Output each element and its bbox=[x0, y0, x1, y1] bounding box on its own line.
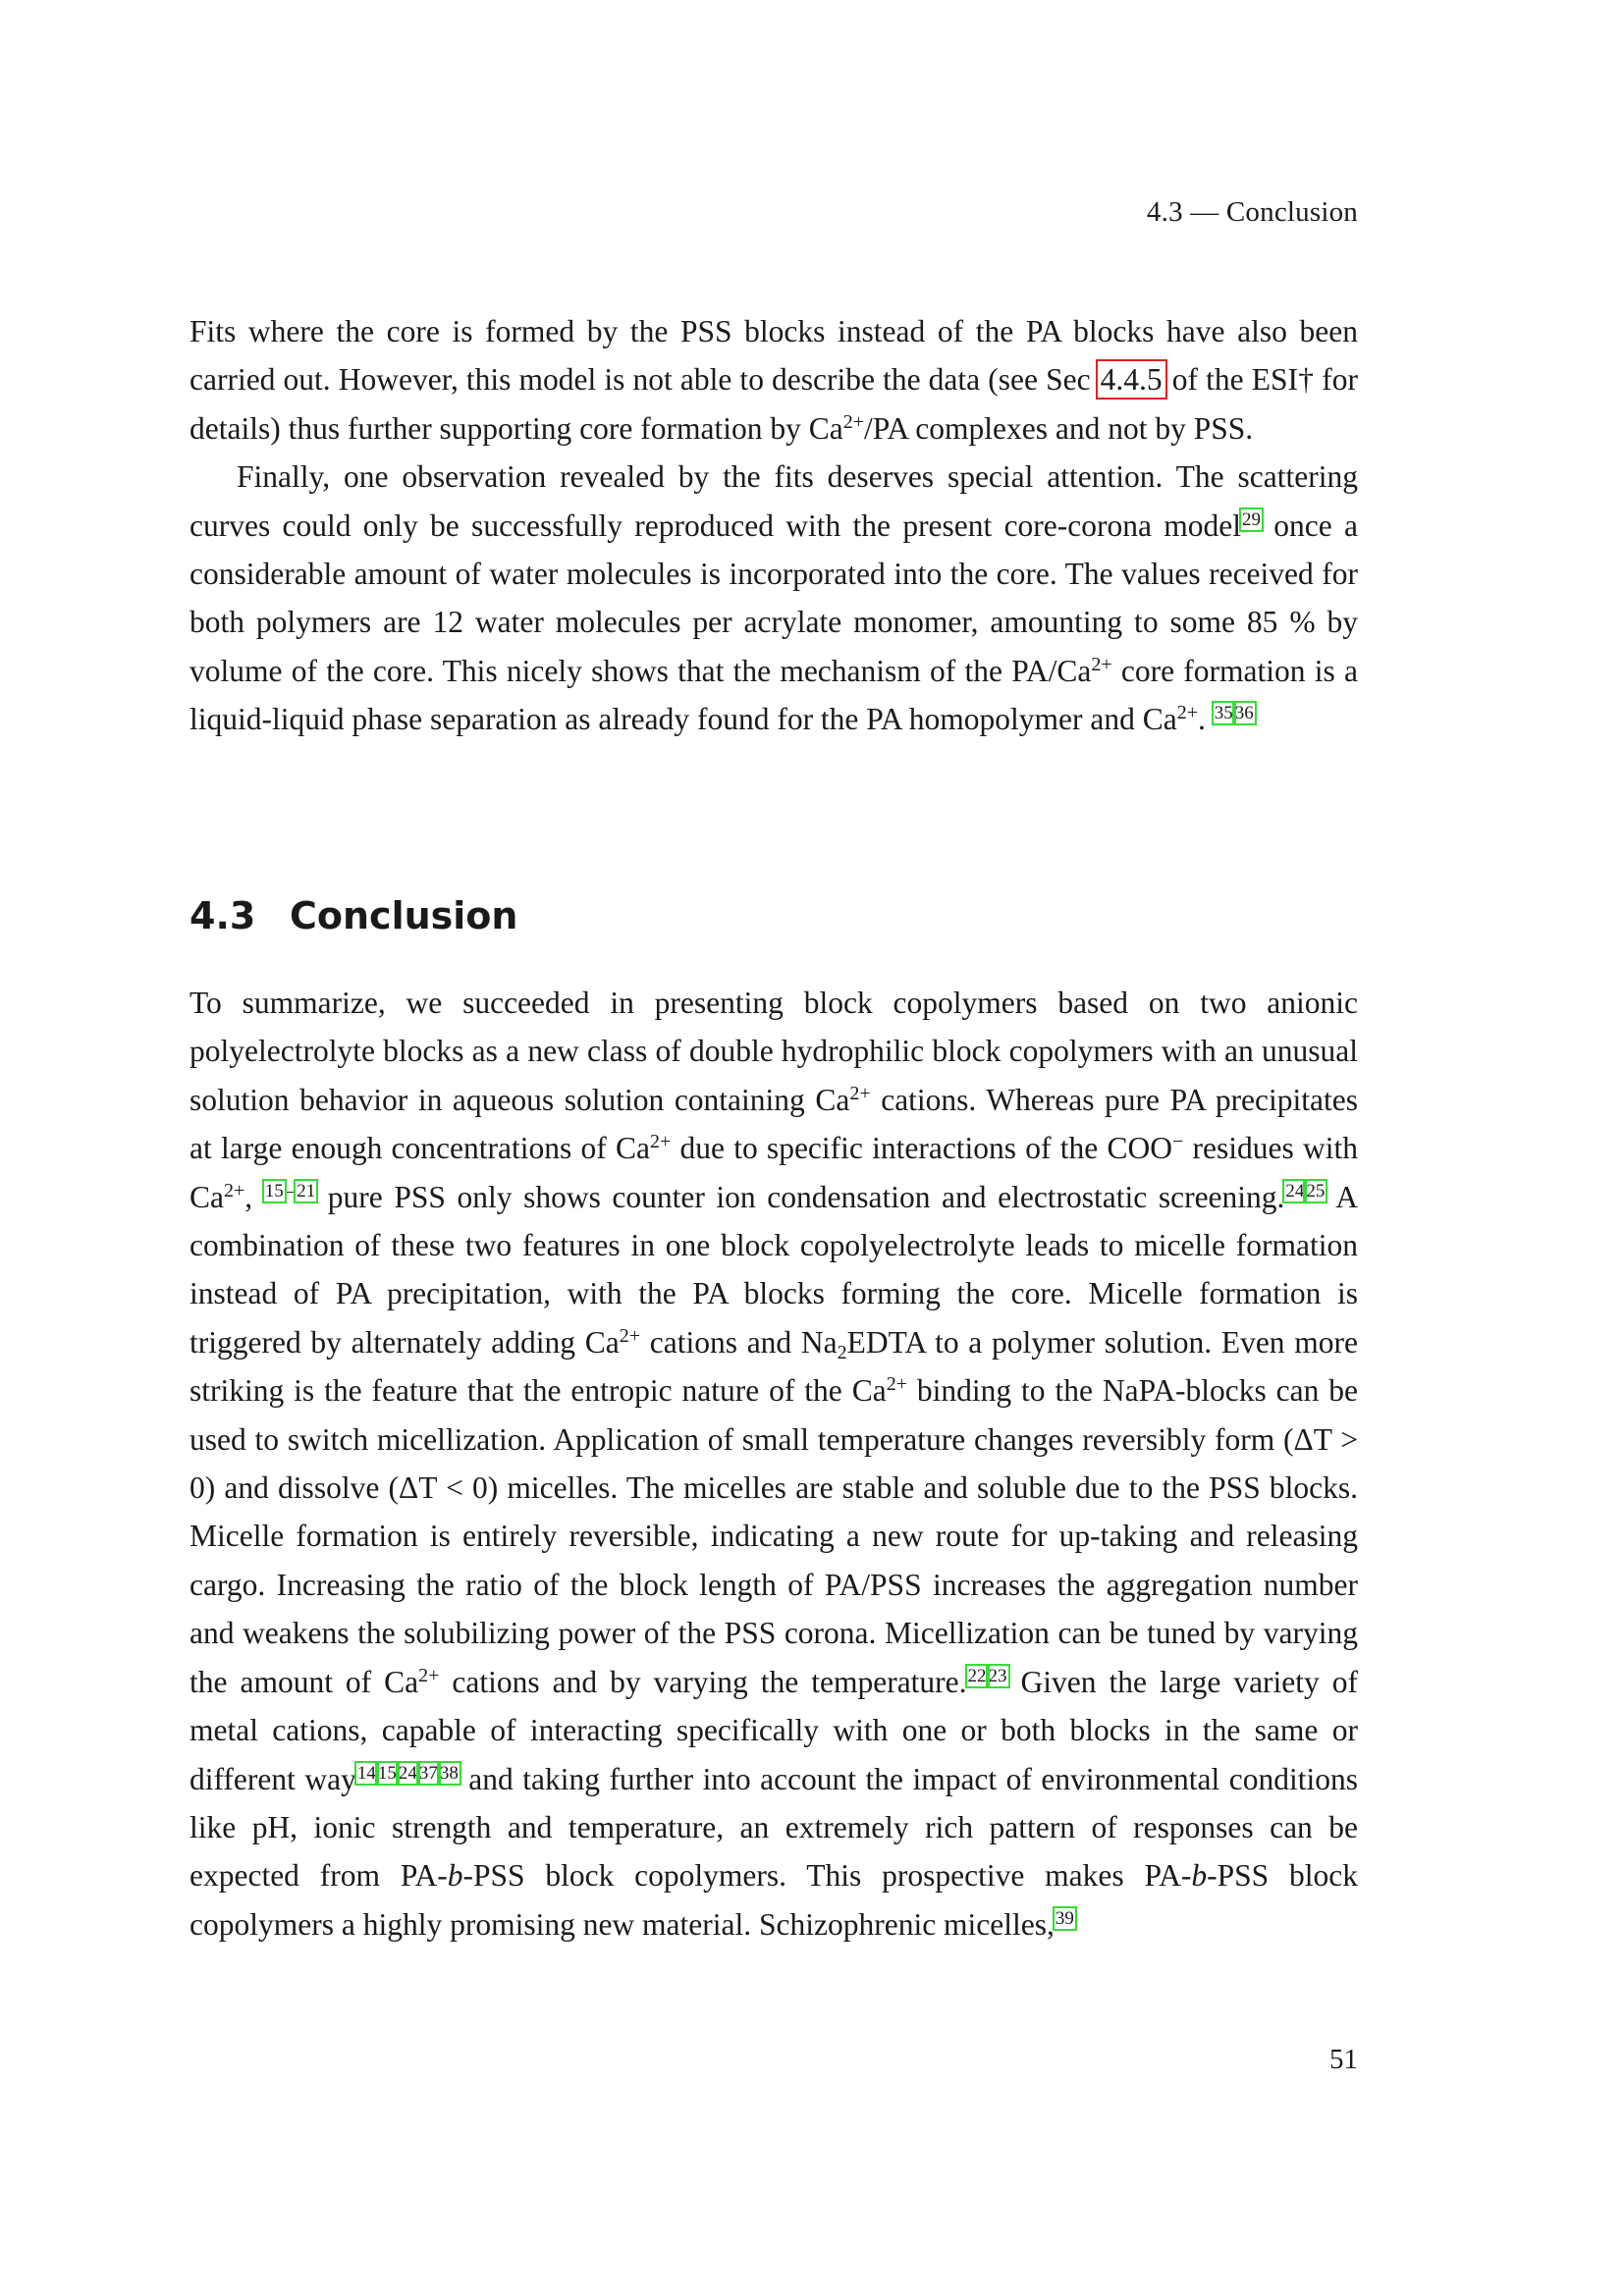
citation-link[interactable]: 15 bbox=[264, 1180, 284, 1201]
section-reference-link[interactable]: 4.4.5 bbox=[1100, 362, 1163, 398]
page-number: 51 bbox=[1329, 2044, 1358, 2075]
citation-link[interactable]: 29 bbox=[1241, 508, 1261, 530]
citation-separator: – bbox=[285, 1180, 296, 1201]
citation-link[interactable]: 37 bbox=[418, 1762, 438, 1784]
citation-link[interactable]: 24 bbox=[398, 1762, 417, 1784]
citation-link[interactable]: 36 bbox=[1234, 703, 1254, 724]
citation-link[interactable]: 25 bbox=[1306, 1180, 1326, 1201]
citation-link[interactable]: 15 bbox=[377, 1762, 397, 1784]
citation-link[interactable]: 22 bbox=[967, 1665, 987, 1686]
running-head: 4.3 — Conclusion bbox=[1146, 196, 1358, 228]
citation-link[interactable]: 24 bbox=[1285, 1180, 1305, 1201]
paragraph-3: To summarize, we succeeded in presenting block copolymers based on two anionic polyelectrolyte blocks as a new class of double hydrophilic block copolymers with an unusual solution behavior in aqueous solution containing $Ca^{2+}$ cations. Whereas pure PA precipitates at large enough concentrations of $Ca^{2+}$ due to specific interactions of the COO− residues with $Ca^{2+}$, $^{15}$ – $^{21}$ pure PSS only shows counter ion condensation and electrostatic screening.$^{24}$ $^{25}$ A combination of these two features in one block copolyelectrolyte leads to micelle formation instead of PA precipitation, with the PA blocks forming the core. Micelle formation is triggered by alternately adding $Ca^{2+}$ cations and $Na_2EDTA$ to a polymer solution. Even more striking is the feature that the entropic nature of the $Ca^{2+}$ binding to the NaPA-blocks can be used to switch micellization. Application of small temperature changes reversibly form (ΔT > 0) and dissolve (ΔT < 0) micelles. The micelles are stable and soluble due to the PSS blocks. Micelle formation is entirely reversible, indicating a new route for up-taking and releasing cargo. Increasing the ratio of the block length of PA/PSS increases the aggregation number and weakens the solubilizing power of the PSS corona. Micellization can be tuned by varying the amount of $Ca^{2+}$ cations and by varying the temperature.$^{22}$ $^{23}$ Given the large variety of metal cations, capable of interacting specifically with one or both blocks in the same or different way$^{14}$ $^{15}$ $^{24}$ $^{37}$ $^{38}$ and taking further into account the impact of environmental conditions like pH, ionic strength and temperature, an extremely rich pattern of responses can be expected from PA-b-PSS block copolymers. This prospective makes PA-b-PSS block copolymers a highly promising new material. Schizophrenic micelles,$^{39}$ bbox=[189, 986, 1359, 1942]
citation-link[interactable]: 39 bbox=[1055, 1907, 1074, 1929]
section-heading bbox=[189, 894, 517, 937]
citation-link[interactable]: 21 bbox=[297, 1180, 316, 1201]
citation-link[interactable]: 38 bbox=[439, 1762, 459, 1784]
section-number: 4.3 bbox=[189, 894, 256, 937]
paragraph-1: Fits where the core is formed by the PSS blocks instead of the PA blocks have also been carried out. However, this model is not able to describe the data (see Sec 4.4.5 of the ESI† for details) thus further supporting core formation by $Ca^{2+}/PA$ complexes and not by PSS. bbox=[189, 314, 1359, 446]
section-title: Conclusion bbox=[290, 894, 518, 937]
body-text-lower bbox=[189, 979, 1358, 1949]
citation-link[interactable]: 23 bbox=[988, 1665, 1007, 1686]
citation-link[interactable]: 14 bbox=[356, 1762, 376, 1784]
paragraph-2: Finally, one observation revealed by the fits deserves special attention. The scattering curves could only be successfully reproduced with the present core-corona model$^{29}$ once a considerable amount of water molecules is incorporated into the core. The values received for both polymers are 12 water molecules per acrylate monomer, amounting to some 85 % by volume of the core. This nicely shows that the mechanism of the $PA/Ca^{2+}$ core formation is a liquid-liquid phase separation as already found for the PA homopolymer and $Ca^{2+}$. $^{35}$ $^{36}$ bbox=[189, 459, 1358, 737]
body-text-upper bbox=[189, 307, 1358, 744]
citation-link[interactable]: 35 bbox=[1214, 703, 1233, 724]
